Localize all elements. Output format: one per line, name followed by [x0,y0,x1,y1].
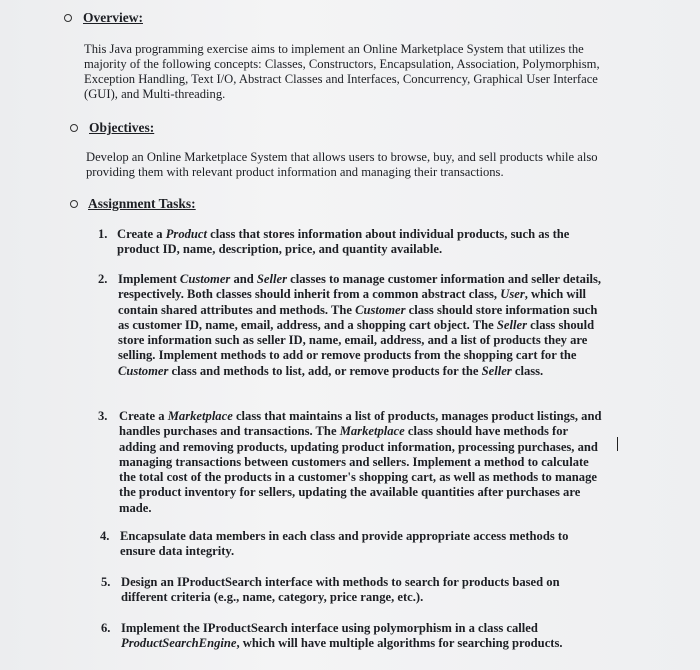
task-item-2 [118,272,604,379]
task-text: Create a [119,409,168,423]
task-text: class should have methods for adding and removing products, updating product information, processing purchases, and managing transactions between customers and sellers. Implement a method to calculate the total cost of the products in a customer's shopping cart, as well as methods to manage the product inventory for sellers, updating the available quantities after purchases are made. [119,424,598,515]
task-number: 4. [100,529,110,543]
task-text: class and methods to list, add, or remove products for the [168,363,482,378]
overview-bullet-icon [64,14,72,22]
overview-heading: Overview: [83,10,143,25]
class-name: Seller [256,272,288,286]
class-name: Customer [355,302,406,317]
task-text: Create a [117,227,166,241]
task-number: 5. [101,575,111,589]
task-number: 6. [101,621,111,635]
task-item-3 [119,409,607,516]
class-name: Customer [118,363,169,378]
class-name: Marketplace [339,424,405,439]
overview-paragraph: This Java programming exercise aims to implement an Online Marketplace System that utilizes the majority of the following concepts: Classes, Constructors, Encapsulation, Association, Polymorphism, Exception Handling, Text I/O, Abstract Classes and Interfaces, Concurrency, Graphical User Interface (GUI), and Multi-threading. [84,42,600,101]
text-cursor-icon [617,437,618,451]
task-text: classes to manage customer information and seller details, respectively. Both classes should inherit from a common abstract class, [118,272,602,302]
task-text: class that maintains a list of products, manages product listings, and handles purchases and transactions. The [119,409,602,439]
task-text: class should store information such as seller ID, name, email, address, and a list of products they are selling. Implement methods to add or remove products from the shopping cart for the [118,317,595,363]
task-text: Encapsulate data members in each class and provide appropriate access methods to ensure data integrity. [120,529,569,559]
task-text: class should store information such as customer ID, name, email, address, and a shopping cart object. The [118,302,598,332]
task-text: , which will have multiple algorithms for searching products. [236,636,563,651]
class-name: User [500,287,525,302]
tasks-bullet-icon [70,200,78,208]
class-name: Seller [496,317,527,332]
class-name: Marketplace [167,409,233,423]
objectives-bullet-icon [70,124,78,132]
tasks-heading: Assignment Tasks: [88,196,196,211]
task-number: 3. [98,409,108,423]
class-name: Product [165,227,208,241]
task-text: Implement [118,272,180,286]
class-name: Seller [481,363,512,378]
task-text: Implement the IProductSearch interface using polymorphism in a class called [121,621,538,635]
task-number: 2. [98,272,108,286]
task-number: 1. [98,227,108,241]
task-text: , which will contain shared attributes and methods. The [118,287,586,317]
task-text: class that stores information about individual products, such as the product ID, name, description, price, and quantity available. [117,227,570,257]
objectives-heading: Objectives: [89,120,155,135]
task-text: class. [511,363,544,378]
task-item-1 [117,227,587,258]
task-item-4 [120,529,590,560]
task-item-6 [121,621,591,652]
task-text: and [230,272,257,286]
objectives-paragraph: Develop an Online Marketplace System that allows users to browse, buy, and sell products while also providing them with relevant product information and managing their transactions. [86,150,598,179]
class-name: Customer [179,272,231,286]
class-name: ProductSearchEngine [121,636,237,651]
task-item-5 [121,575,581,606]
task-text: Design an IProductSearch interface with methods to search for products based on different criteria (e.g., name, category, price range, etc.). [121,575,560,605]
